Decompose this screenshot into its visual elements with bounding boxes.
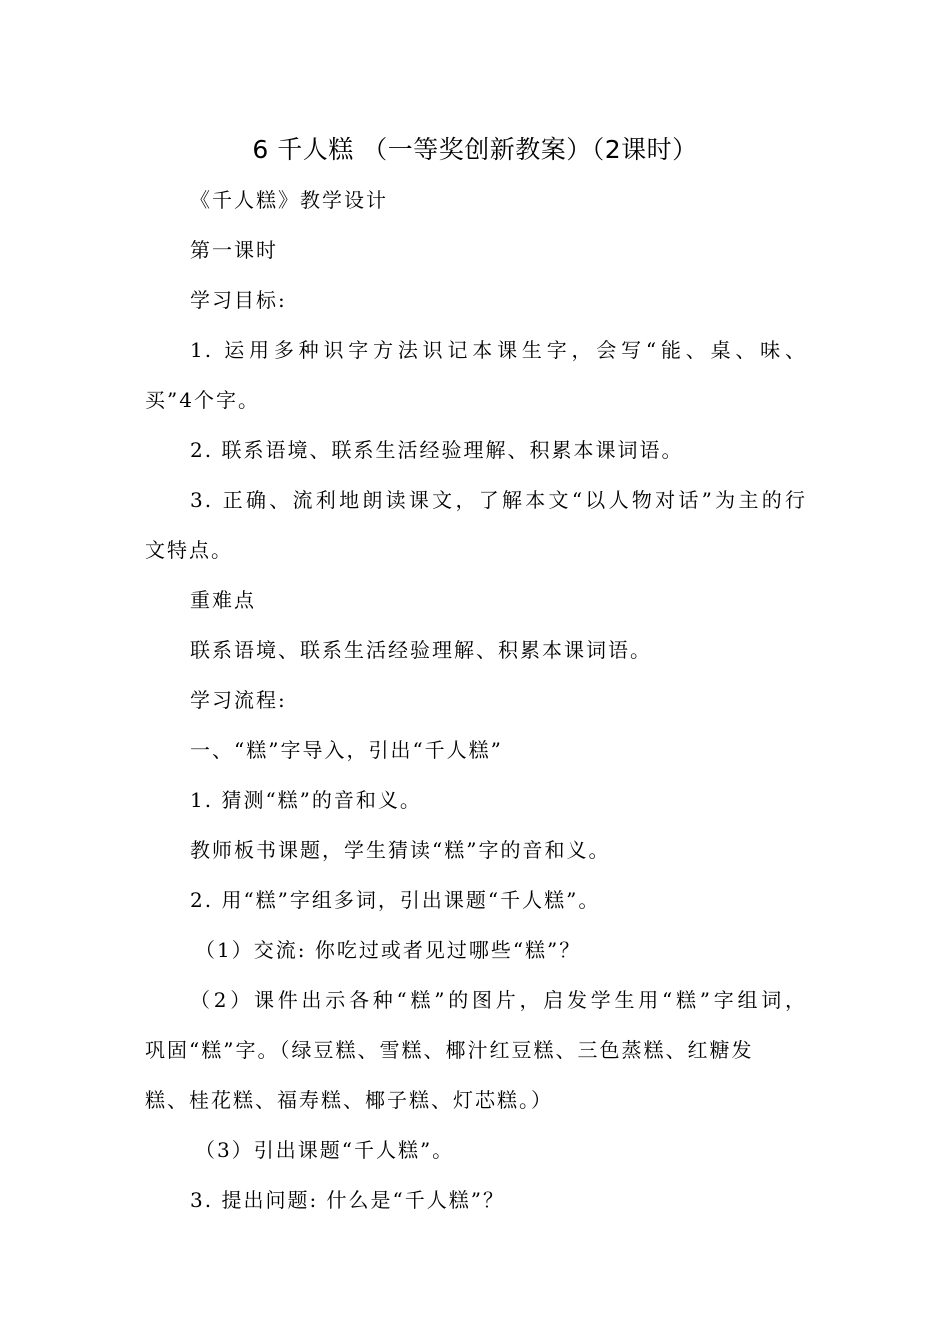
paragraph-objective-1-cont: 买”4个字。	[145, 388, 260, 412]
paragraph-step-2: 2. 用“糕”字组多词，引出课题“千人糕”。	[190, 888, 601, 912]
paragraph-step-2-sub-2-cont-2: 糕、桂花糕、福寿糕、椰子糕、灯芯糕。）	[145, 1088, 553, 1112]
paragraph-objectives-heading: 学习目标:	[190, 288, 287, 312]
paragraph-key-points: 联系语境、联系生活经验理解、积累本课词语。	[190, 638, 652, 662]
paragraph-objective-1: 1. 运用多种识字方法识记本课生字，会写“能、桌、味、	[190, 338, 807, 362]
paragraph-step-2-sub-3: （3）引出课题“千人糕”。	[195, 1138, 455, 1162]
paragraph-step-2-sub-2-cont: 巩固“糕”字。（绿豆糕、雪糕、椰汁红豆糕、三色蒸糕、红糖发	[145, 1038, 754, 1062]
paragraph-section-one: 一、“糕”字导入，引出“千人糕”	[190, 738, 503, 762]
paragraph-objective-3-cont: 文特点。	[145, 538, 233, 562]
paragraph-step-2-sub-2: （2）课件出示各种“糕”的图片，启发学生用“糕”字组词，	[190, 988, 807, 1012]
paragraph-step-1-detail: 教师板书课题，学生猜读“糕”字的音和义。	[190, 838, 611, 862]
paragraph-step-3: 3. 提出问题: 什么是“千人糕”？	[190, 1188, 505, 1212]
paragraph-key-points-heading: 重难点	[190, 588, 256, 612]
paragraph-objective-2: 2. 联系语境、联系生活经验理解、积累本课词语。	[190, 438, 684, 462]
paragraph-objective-3: 3. 正确、流利地朗读课文，了解本文“以人物对话”为主的行	[190, 488, 807, 512]
paragraph-lesson-one: 第一课时	[190, 238, 278, 262]
document-title: 6 千人糕 （一等奖创新教案）（2课时）	[252, 135, 698, 164]
paragraph-step-1: 1. 猜测“糕”的音和义。	[190, 788, 422, 812]
paragraph-process-heading: 学习流程:	[190, 688, 287, 712]
paragraph-design-heading: 《千人糕》教学设计	[190, 188, 388, 212]
paragraph-step-2-sub-1: （1）交流: 你吃过或者见过哪些“糕”？	[195, 938, 582, 962]
